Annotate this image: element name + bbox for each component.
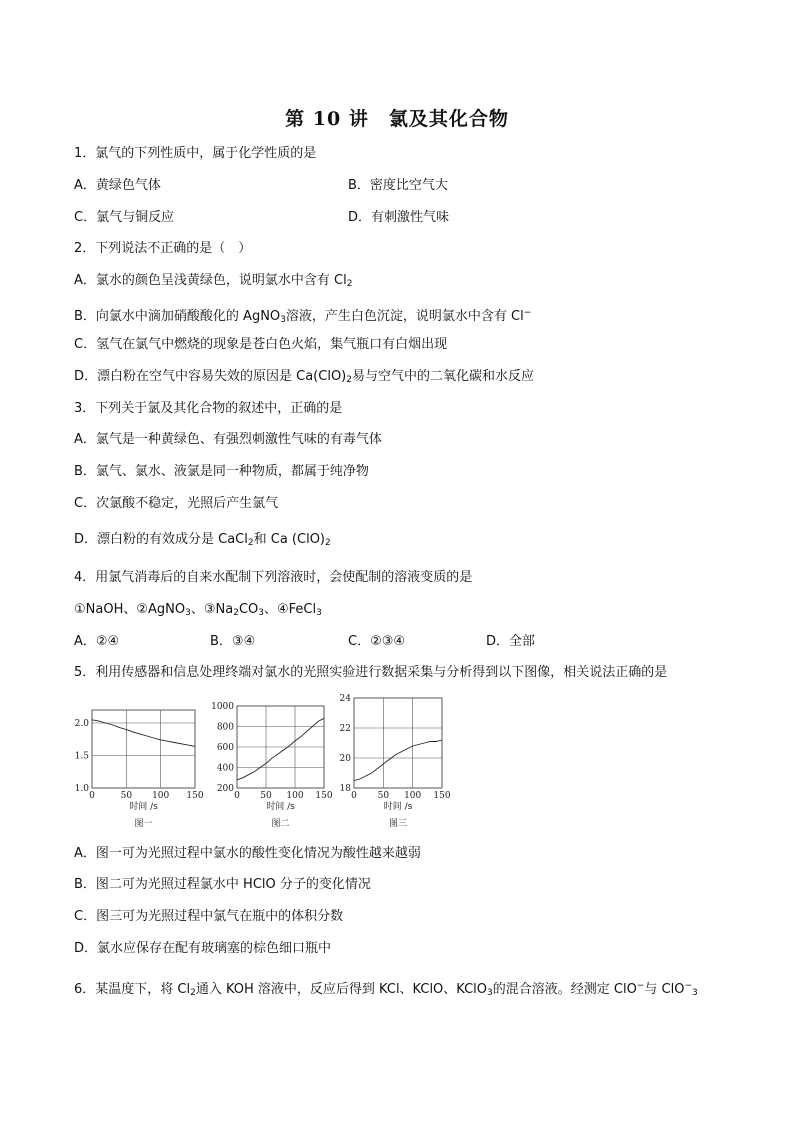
chart-figure-2	[205, 700, 335, 836]
q4-items-2: 、③Na	[190, 602, 234, 617]
series-line	[237, 718, 324, 780]
x-tick-label: 0	[89, 791, 95, 801]
q6-text-3: 的混合溶液。经测定 ClO	[492, 982, 637, 997]
q1-option-a: A．黄绿色气体	[74, 178, 161, 193]
y-tick-label: 1.5	[74, 751, 89, 762]
y-tick-label: 1000	[211, 702, 234, 712]
q2-b-text: B．向氯水中滴加硝酸酸化的 AgNO	[74, 309, 281, 324]
plot-frame	[92, 710, 195, 788]
q1-option-c: C．氯气与铜反应	[74, 210, 175, 225]
q2-option-a	[74, 273, 352, 292]
q4-option-c: C．②③④	[348, 634, 406, 649]
q2-d-tail: 易与空气中的二氧化碳和水反应	[352, 369, 535, 384]
q2-d-text: D．漂白粉在空气中容易失效的原因是 Ca(ClO)	[74, 369, 347, 384]
q2-a-text: A．氯水的颜色呈浅黄绿色，说明氯水中含有 Cl	[74, 273, 347, 288]
q5-option-d: D．氯水应保存在配有玻璃塞的棕色细口瓶中	[74, 941, 332, 956]
q3-option-d	[74, 532, 331, 551]
page-title: 第 10 讲 氯及其化合物	[285, 108, 509, 130]
q4-items	[74, 602, 322, 621]
y-tick-label: 600	[216, 743, 234, 753]
subscript: 3	[316, 608, 322, 618]
x-tick-label: 0	[234, 791, 240, 801]
figure-caption: 图三	[388, 819, 408, 829]
q6-stem	[74, 978, 698, 1001]
subscript: 2	[346, 375, 352, 385]
series-line	[92, 720, 195, 747]
q5-option-b: B．图二可为光照过程氯水中 HClO 分子的变化情况	[74, 877, 371, 892]
subscript: 3	[691, 988, 698, 998]
q6-text-4: 与 ClO	[644, 982, 685, 997]
subscript: 3	[487, 988, 493, 998]
y-tick-label: 1.0	[74, 784, 89, 794]
y-tick-label: 20	[339, 754, 351, 764]
q4-items-1: ①NaOH、②AgNO	[74, 602, 186, 617]
q1-option-d: D．有刺激性气味	[348, 210, 450, 225]
q1-option-b: B．密度比空气大	[348, 178, 448, 193]
subscript: 3	[185, 608, 191, 618]
x-tick-label: 150	[315, 791, 333, 801]
y-tick-label: 18	[339, 784, 351, 794]
q2-b-tail: 溶液，产生白色沉淀，说明氯水中含有 Cl	[285, 309, 524, 324]
q6-text-2: 通入 KOH 溶液中，反应后得到 KCl、KClO、KClO	[195, 982, 488, 997]
y-tick-label: 200	[216, 784, 234, 794]
x-tick-label: 50	[377, 791, 390, 801]
x-tick-label: 100	[152, 791, 170, 801]
q3-d-tail: 和 Ca (ClO)	[253, 532, 325, 547]
series-line	[354, 740, 442, 781]
x-axis-label: 时间 /s	[129, 802, 158, 812]
q4-option-a: A．②④	[74, 634, 120, 649]
q3-d-text: D．漂白粉的有效成分是 CaCl	[74, 532, 248, 547]
q4-items-3: CO	[238, 602, 259, 617]
q5-option-a: A．图一可为光照过程中氯水的酸性变化情况为酸性越来越弱	[74, 846, 421, 861]
x-axis-label: 时间 /s	[383, 802, 413, 812]
x-tick-label: 150	[186, 791, 204, 801]
figure-caption: 图二	[271, 819, 290, 829]
chart-figure-3	[330, 690, 460, 836]
q3-stem: 3．下列关于氯及其化合物的叙述中，正确的是	[74, 401, 343, 416]
plot-frame	[354, 698, 442, 788]
q4-option-b: B．③④	[210, 634, 256, 649]
subscript: 3	[280, 315, 286, 325]
x-tick-label: 100	[286, 791, 304, 801]
superscript: −	[684, 981, 692, 991]
x-tick-label: 50	[260, 791, 272, 801]
x-tick-label: 50	[120, 791, 133, 801]
q3-option-b: B．氯气、氯水、液氯是同一种物质，都属于纯净物	[74, 464, 369, 479]
subscript: 2	[233, 608, 239, 618]
q2-option-d	[74, 369, 534, 388]
subscript: 2	[247, 538, 254, 548]
q3-option-c: C．次氯酸不稳定，光照后产生氯气	[74, 496, 279, 511]
q5-option-c: C．图三可为光照过程中氯气在瓶中的体积分数	[74, 909, 344, 924]
x-tick-label: 150	[433, 791, 451, 801]
subscript: 3	[258, 608, 264, 618]
figure-caption: 图一	[134, 819, 153, 829]
q6-text-1: 6．某温度下，将 Cl	[74, 982, 191, 997]
q4-stem: 4．用氯气消毒后的自来水配制下列溶液时，会使配制的溶液变质的是	[74, 570, 473, 585]
q4-items-4: 、④FeCl	[264, 602, 317, 617]
x-tick-label: 100	[404, 791, 422, 801]
y-tick-label: 800	[216, 722, 234, 733]
y-tick-label: 22	[339, 724, 351, 734]
q2-option-c: C．氢气在氯气中燃烧的现象是苍白色火焰，集气瓶口有白烟出现	[74, 337, 448, 352]
subscript: 2	[325, 538, 331, 548]
q1-stem: 1．氯气的下列性质中，属于化学性质的是	[74, 146, 317, 161]
superscript: −	[636, 981, 645, 991]
x-axis-label: 时间 /s	[266, 802, 295, 812]
chart-figure-1	[66, 700, 206, 836]
subscript: 2	[346, 279, 353, 289]
y-tick-label: 2.0	[74, 719, 89, 729]
superscript: −	[523, 308, 532, 318]
q2-stem: 2．下列说法不正确的是（ ）	[74, 241, 252, 256]
q4-option-d: D．全部	[486, 634, 536, 649]
y-tick-label: 400	[216, 763, 234, 774]
subscript: 2	[190, 988, 196, 998]
y-tick-label: 24	[339, 694, 351, 704]
q5-stem: 5．利用传感器和信息处理终端对氯水的光照实验进行数据采集与分析得到以下图像，相关说法正确的是	[74, 665, 668, 680]
q3-option-a: A．氯气是一种黄绿色、有强烈刺激性气味的有毒气体	[74, 432, 382, 447]
x-tick-label: 0	[351, 791, 357, 801]
q2-option-b	[74, 305, 531, 328]
